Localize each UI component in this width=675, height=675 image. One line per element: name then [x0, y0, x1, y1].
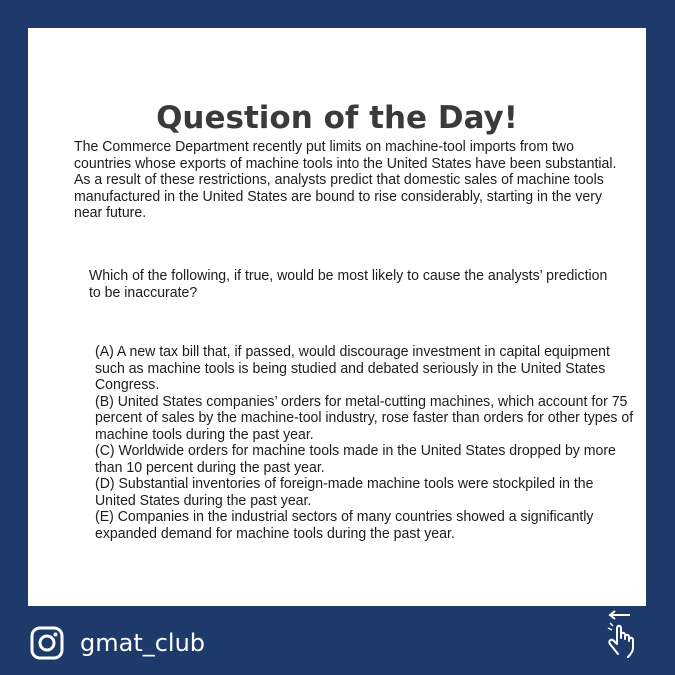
question-passage: The Commerce Department recently put limits on machine-tool imports from two countries whose exports of machine tools into the United States have been substantial. As a result of these restrictions, analysts predict that domestic sales of machine tools manufactured in the United States are bound to rise considerably, starting in the very near future.: [74, 138, 617, 221]
swipe-hand-icon: [600, 608, 644, 660]
option-d: (D) Substantial inventories of foreign-made machine tools were stockpiled in the United States during the past year.: [95, 475, 594, 509]
question-stem: Which of the following, if true, would be most likely to cause the analysts’ prediction to be inaccurate?: [89, 267, 608, 301]
option-c: (C) Worldwide orders for machine tools made in the United States dropped by more than 10 percent during the past year.: [95, 442, 616, 476]
option-b: (B) United States companies’ orders for metal-cutting machines, which account for 75 percent of sales by the machine-tool industry, rose faster than orders for other types of machine tools during the past year.: [95, 392, 634, 443]
footer: [28, 612, 328, 672]
social-handle[interactable]: gmat_club: [80, 629, 206, 657]
option-e: (E) Companies in the industrial sectors of many countries showed a significantly expanded demand for machine tools during the past year.: [95, 508, 594, 542]
page-title: Question of the Day!: [156, 100, 518, 136]
answer-options: [95, 344, 635, 542]
option-a: (A) A new tax bill that, if passed, would discourage investment in capital equipment such as machine tools is being studied and debated seriously in the United States Congress.: [95, 343, 610, 393]
question-card: [28, 28, 646, 606]
instagram-icon[interactable]: [30, 626, 64, 660]
